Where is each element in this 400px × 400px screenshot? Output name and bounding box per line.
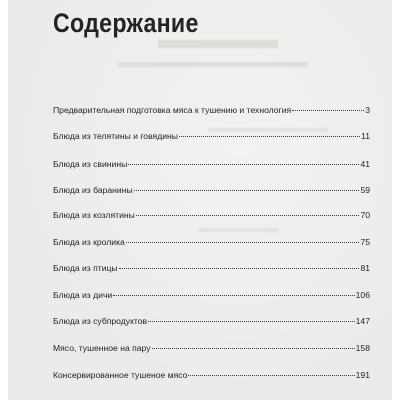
toc-entry-label: Блюда из свинины — [53, 159, 128, 169]
dot-leader — [152, 348, 355, 349]
toc-entry — [53, 263, 370, 273]
dot-leader — [113, 295, 354, 296]
toc-entry-label: Блюда из птицы — [53, 263, 118, 273]
toc-entry — [53, 343, 370, 353]
toc-entry — [53, 316, 370, 326]
toc-entry — [53, 290, 370, 300]
toc-entry-label: Мясо, тушенное на пару — [53, 343, 151, 353]
toc-entry-label: Блюда из кролика — [53, 237, 125, 247]
toc-entry — [53, 131, 370, 141]
dot-leader — [126, 242, 360, 243]
toc-entry-page: 81 — [360, 263, 370, 273]
toc-entry — [53, 210, 370, 220]
dot-leader — [188, 375, 354, 376]
toc-entry-label: Блюда из субпродуктов — [53, 316, 148, 326]
dot-leader — [134, 190, 360, 191]
toc-entry — [53, 185, 370, 195]
dot-leader — [136, 215, 360, 216]
toc-entry-page: 75 — [360, 237, 370, 247]
toc-entry — [53, 159, 370, 169]
toc-entry-label: Блюда из баранины — [53, 185, 133, 195]
dot-leader — [292, 110, 364, 111]
toc-entry-page: 59 — [360, 185, 370, 195]
toc-entry-label: Блюда из дичи — [53, 290, 113, 300]
page-title: Содержание — [53, 8, 199, 38]
dot-leader — [148, 321, 355, 322]
toc-entry — [53, 105, 370, 115]
toc-entry-page: 3 — [365, 105, 370, 115]
toc-entry-page: 41 — [360, 159, 370, 169]
toc-entry — [53, 237, 370, 247]
toc-entry-page: 191 — [355, 370, 370, 380]
toc-entry-page: 158 — [355, 343, 370, 353]
toc-entry-label: Блюда из телятины и говядины — [53, 131, 178, 141]
toc-entry — [53, 370, 370, 380]
dot-leader — [179, 136, 360, 137]
dot-leader — [119, 268, 360, 269]
toc-entry-page: 147 — [355, 316, 370, 326]
toc-entry-label: Предварительная подготовка мяса к тушению и технология — [53, 105, 292, 115]
toc-entry-label: Консервированное тушеное мясо — [53, 370, 188, 380]
dot-leader — [128, 164, 359, 165]
toc-entry-page: 11 — [361, 131, 370, 141]
toc-entry-page: 106 — [355, 290, 370, 300]
toc-entry-label: Блюда из козлятины — [53, 210, 135, 220]
toc-entry-page: 70 — [360, 210, 370, 220]
